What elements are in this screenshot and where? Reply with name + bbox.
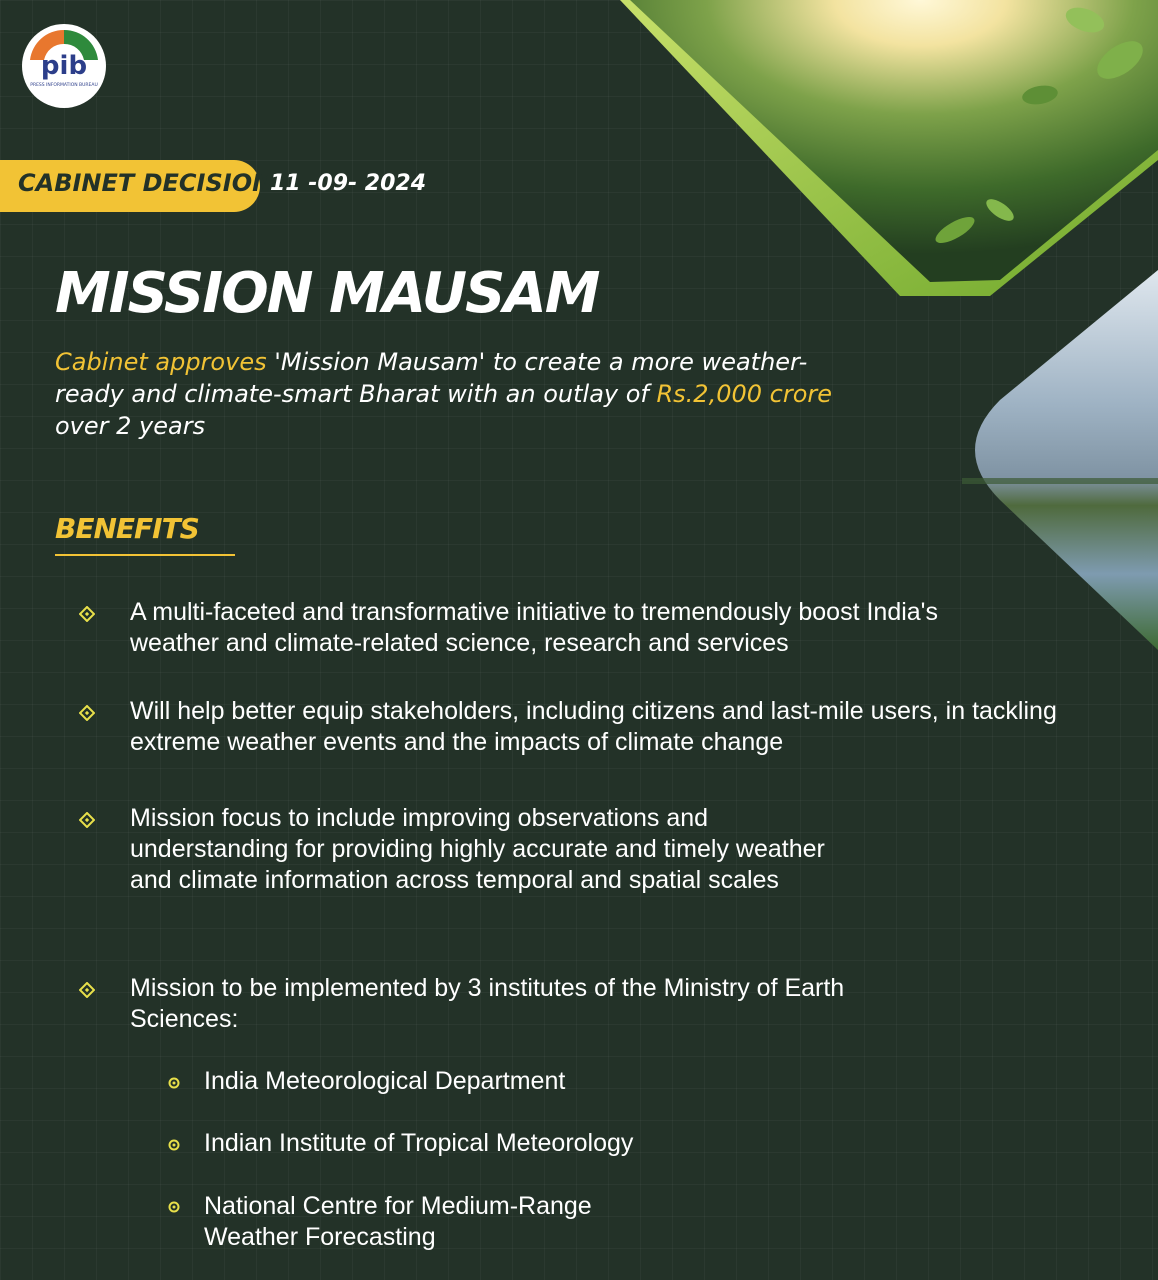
- diamond-bullet-icon: [79, 812, 95, 828]
- svg-text:PRESS INFORMATION BUREAU: PRESS INFORMATION BUREAU: [30, 83, 98, 88]
- cabinet-decision-badge: [0, 160, 273, 212]
- ring-dot-icon: [168, 1077, 180, 1089]
- benefits-underline: [55, 554, 235, 556]
- benefit-item: Will help better equip stakeholders, including citizens and last-mile users, in tackling extreme weather events and the impacts of climate change: [130, 697, 1057, 756]
- diamond-bullet-icon: [79, 982, 95, 998]
- svg-text:pib: pib: [40, 51, 88, 81]
- benefits-heading: BENEFITS: [55, 512, 199, 545]
- summary-lead: Cabinet approves: [55, 348, 267, 376]
- institute-item: Indian Institute of Tropical Meteorology: [204, 1129, 634, 1157]
- institute-item: National Centre for Medium-Range Weather Forecasting: [204, 1192, 592, 1251]
- summary-tail: over 2 years: [55, 412, 206, 440]
- benefit-item: Mission to be implemented by 3 institutes of the Ministry of Earth Sciences:: [130, 974, 845, 1033]
- ring-dot-icon: [168, 1139, 180, 1151]
- benefit-item: Mission focus to include improving observations and understanding for providing highly accurate and timely weather and climate information across temporal and spatial scales: [130, 804, 825, 894]
- summary-mid: 'Mission Mausam' to create a more weather-ready and climate-smart Bharat with an outlay of: [55, 348, 808, 408]
- decision-date: 11 -09- 2024: [270, 171, 427, 196]
- ring-dot-icon: [168, 1201, 180, 1213]
- benefit-item: A multi-faceted and transformative initiative to tremendously boost India's weather and climate-related science, research and services: [130, 598, 938, 657]
- diamond-bullet-icon: [79, 705, 95, 721]
- summary-text: [55, 346, 855, 442]
- diamond-bullet-icon: [79, 606, 95, 622]
- summary-amount: Rs.2,000 crore: [656, 380, 833, 408]
- pib-logo: [22, 24, 106, 108]
- institute-item: India Meteorological Department: [204, 1067, 566, 1095]
- badge-label: CABINET DECISION: [18, 169, 273, 197]
- page-title: MISSION MAUSAM: [55, 261, 599, 326]
- pib-emblem-icon: [22, 24, 106, 108]
